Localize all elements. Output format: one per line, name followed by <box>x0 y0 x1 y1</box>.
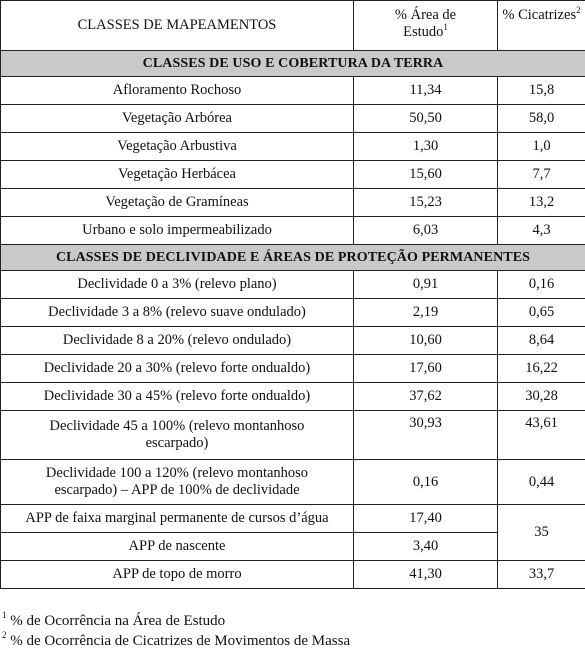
table-row <box>1 561 585 589</box>
row-area: 41,30 <box>354 561 498 589</box>
header-cicatrizes-sup: 2 <box>576 5 581 15</box>
row-label-line2: escarpado) – APP de 100% de declividade <box>54 482 300 498</box>
row-label <box>1 411 354 460</box>
table-row <box>1 77 585 105</box>
row-area: 17,60 <box>354 355 498 383</box>
table-row <box>1 505 585 533</box>
row-cicatrizes: 8,64 <box>498 327 585 355</box>
section-title-uso: CLASSES DE USO E COBERTURA DA TERRA <box>1 51 585 77</box>
row-cicatrizes: 58,0 <box>498 105 585 133</box>
row-area: 30,93 <box>354 411 498 460</box>
row-label: APP de topo de morro <box>1 561 354 589</box>
row-label-line1: Declividade 100 a 120% (relevo montanhoso <box>45 465 309 481</box>
row-label-line1: Declividade 45 a 100% (relevo montanhoso <box>49 418 305 434</box>
row-area: 2,19 <box>354 299 498 327</box>
row-area: 11,34 <box>354 77 498 105</box>
footnote-1-marker: 1 <box>2 610 7 620</box>
row-area: 15,60 <box>354 161 498 189</box>
table-row <box>1 460 585 505</box>
row-label: Declividade 3 a 8% (relevo suave ondulado) <box>1 299 354 327</box>
row-area: 37,62 <box>354 383 498 411</box>
header-area-sup: 1 <box>443 22 448 32</box>
table-row <box>1 133 585 161</box>
row-label: Vegetação Arbustiva <box>1 133 354 161</box>
row-label: Vegetação de Gramíneas <box>1 189 354 217</box>
row-area: 10,60 <box>354 327 498 355</box>
row-label <box>1 460 354 505</box>
table-row <box>1 411 585 460</box>
row-label: Urbano e solo impermeabilizado <box>1 217 354 245</box>
table-row <box>1 271 585 299</box>
row-cicatrizes: 43,61 <box>498 411 585 460</box>
row-area: 3,40 <box>354 533 498 561</box>
table-header-row <box>1 1 585 51</box>
row-cicatrizes-merged: 35 <box>498 505 585 561</box>
row-cicatrizes: 33,7 <box>498 561 585 589</box>
row-label: Vegetação Arbórea <box>1 105 354 133</box>
row-cicatrizes: 0,44 <box>498 460 585 505</box>
header-area-line2: Estudo <box>403 24 444 40</box>
section-row-uso <box>1 51 585 77</box>
section-row-declividade <box>1 245 585 271</box>
table-row <box>1 217 585 245</box>
header-classes-label: CLASSES DE MAPEAMENTOS <box>77 17 277 33</box>
table-row <box>1 189 585 217</box>
row-label: Afloramento Rochoso <box>1 77 354 105</box>
table-row <box>1 383 585 411</box>
row-area: 15,23 <box>354 189 498 217</box>
section-title-declividade: CLASSES DE DECLIVIDADE E ÁREAS DE PROTEÇÃO PERMANENTES <box>1 245 585 271</box>
row-cicatrizes: 30,28 <box>498 383 585 411</box>
header-cicatrizes <box>498 1 585 51</box>
row-area: 6,03 <box>354 217 498 245</box>
row-label-line2: escarpado) <box>145 435 209 451</box>
row-area: 0,91 <box>354 271 498 299</box>
row-cicatrizes: 0,65 <box>498 299 585 327</box>
row-area: 1,30 <box>354 133 498 161</box>
table-row <box>1 161 585 189</box>
row-area: 17,40 <box>354 505 498 533</box>
row-area: 0,16 <box>354 460 498 505</box>
row-cicatrizes: 4,3 <box>498 217 585 245</box>
footnote-2 <box>2 632 350 650</box>
row-cicatrizes: 0,16 <box>498 271 585 299</box>
table-row <box>1 533 585 561</box>
table-row <box>1 327 585 355</box>
header-area <box>354 1 498 51</box>
table-row <box>1 299 585 327</box>
row-label: APP de faixa marginal permanente de cursos d’água <box>1 505 354 533</box>
row-cicatrizes: 1,0 <box>498 133 585 161</box>
row-cicatrizes: 7,7 <box>498 161 585 189</box>
footnote-2-text: % de Ocorrência de Cicatrizes de Movimentos de Massa <box>10 633 351 649</box>
header-area-line1: % Área de <box>394 7 457 23</box>
row-label: Declividade 0 a 3% (relevo plano) <box>1 271 354 299</box>
row-label: Declividade 8 a 20% (relevo ondulado) <box>1 327 354 355</box>
table-row <box>1 105 585 133</box>
row-label: Declividade 20 a 30% (relevo forte ondualdo) <box>1 355 354 383</box>
row-cicatrizes: 13,2 <box>498 189 585 217</box>
row-cicatrizes: 16,22 <box>498 355 585 383</box>
row-area: 50,50 <box>354 105 498 133</box>
header-classes <box>1 1 354 51</box>
row-label: Declividade 30 a 45% (relevo forte ondualdo) <box>1 383 354 411</box>
row-cicatrizes: 15,8 <box>498 77 585 105</box>
table-row <box>1 355 585 383</box>
footnote-1 <box>2 612 225 630</box>
row-label: Vegetação Herbácea <box>1 161 354 189</box>
row-label: APP de nascente <box>1 533 354 561</box>
footnote-2-marker: 2 <box>2 630 7 640</box>
header-cicatrizes-label: % Cicatrizes <box>502 7 577 23</box>
footnote-1-text: % de Ocorrência na Área de Estudo <box>10 613 226 629</box>
